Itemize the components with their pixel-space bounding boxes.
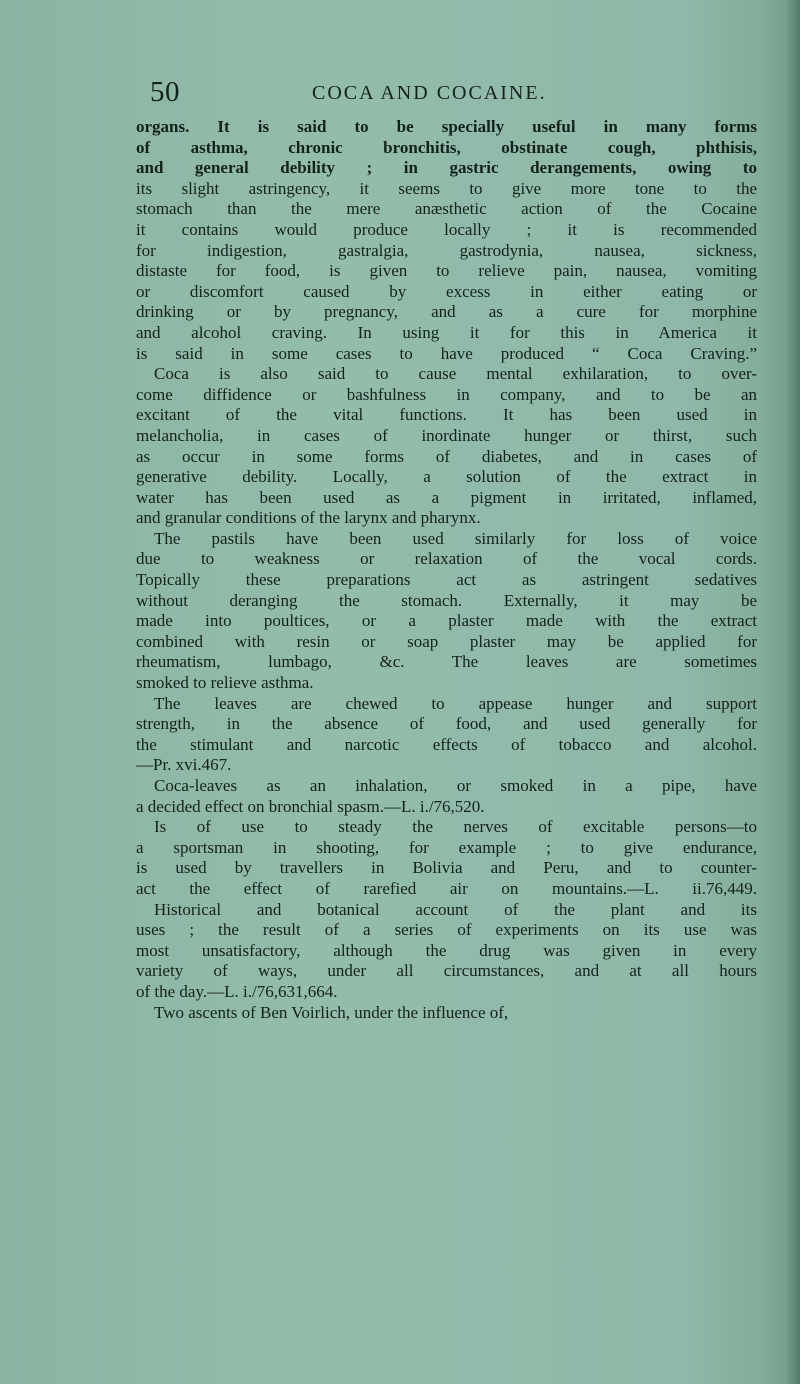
text-line: excitant of the vital functions. It has been used in [136,405,757,425]
text-line: come diffidence or bashfulness in company, and to be an [136,384,757,404]
text-line: a sportsman in shooting, for example ; to give endurance, [136,837,757,857]
text-line: rheumatism, lumbago, &c. The leaves are sometimes [136,652,757,672]
text-line: Topically these preparations act as astringent sedatives [136,570,757,590]
text-line: a decided effect on bronchial spasm.—L. i./76,520. [136,796,485,816]
text-line: is said in some cases to have produced “ Coca Craving.” [136,343,757,363]
text-line: and alcohol craving. In using it for this in America it [136,322,757,342]
text-line: Coca-leaves as an inhalation, or smoked in a pipe, have [154,776,757,795]
text-line: stomach than the mere anæsthetic action of the Cocaine [136,199,757,219]
text-line: drinking or by pregnancy, and as a cure for morphine [136,302,757,322]
text-line: Coca is also said to cause mental exhilaration, to over- [154,364,757,384]
text-line: smoked to relieve asthma. [136,673,314,693]
body-text [136,117,757,1023]
text-line: and granular conditions of the larynx and pharynx. [136,508,481,528]
text-line: Is of use to steady the nerves of excitable persons—to [154,817,757,837]
text-line: and general debility ; in gastric derangements, owing to [136,158,757,178]
text-line: —Pr. xvi.467. [136,755,232,775]
text-line: distaste for food, is given to relieve pain, nausea, vomiting [136,261,757,281]
text-line: its slight astringency, it seems to give more tone to the [136,178,757,198]
text-line: of the day.—L. i./76,631,664. [136,981,338,1001]
text-line: made into poultices, or a plaster made with the extract [136,611,757,631]
text-line: combined with resin or soap plaster may be applied for [136,631,757,651]
text-line: Historical and botanical account of the plant and its [154,899,757,919]
text-line: water has been used as a pigment in irritated, inflamed, [136,487,757,507]
text-line: or discomfort caused by excess in either eating or [136,281,757,301]
text-line: of asthma, chronic bronchitis, obstinate cough, phthisis, [136,137,757,157]
text-line: uses ; the result of a series of experiments on its use was [136,920,757,940]
text-line: the stimulant and narcotic effects of tobacco and alcohol. [136,734,757,754]
text-line: melancholia, in cases of inordinate hunger or thirst, such [136,425,757,445]
text-line: The pastils have been used similarly for loss of voice [154,528,757,548]
text-line: strength, in the absence of food, and used generally for [136,714,757,734]
text-line: as occur in some forms of diabetes, and in cases of [136,446,757,466]
page-number: 50 [150,76,180,108]
text-line: act the effect of rarefied air on mountains.—L. ii.76,449. [136,878,757,898]
text-line: generative debility. Locally, a solution of the extract in [136,467,757,487]
text-line: variety of ways, under all circumstances, and at all hours [136,961,757,981]
text-line: organs. It is said to be specially useful in many forms [136,117,757,136]
text-line: Two ascents of Ben Voirlich, under the influence of, [154,1002,509,1022]
running-title: COCA AND COCAINE. [312,82,547,104]
text-line: most unsatisfactory, although the drug was given in every [136,940,757,960]
text-line: is used by travellers in Bolivia and Peru, and to counter- [136,858,757,878]
text-line: it contains would produce locally ; it is recommended [136,219,757,239]
text-line: The leaves are chewed to appease hunger and support [154,693,757,713]
text-line: without deranging the stomach. Externally, it may be [136,590,757,610]
page-gutter-shadow [786,0,800,1384]
text-line: due to weakness or relaxation of the vocal cords. [136,549,757,569]
text-line: for indigestion, gastralgia, gastrodynia, nausea, sickness, [136,240,757,260]
